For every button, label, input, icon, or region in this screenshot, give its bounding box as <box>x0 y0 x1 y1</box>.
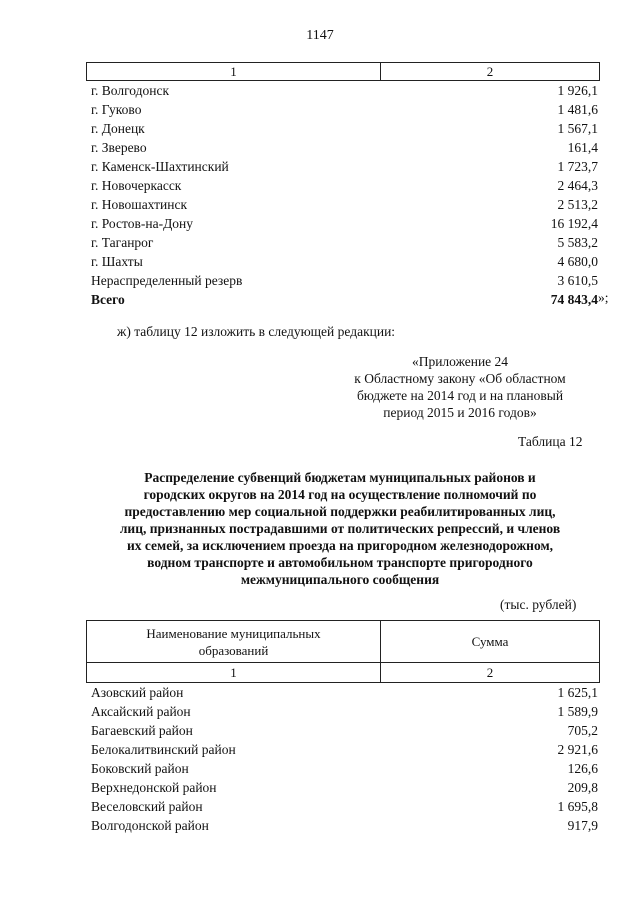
table-row <box>91 214 598 233</box>
title-line: их семей, за исключением проезда на пригородном железнодорожном, <box>126 538 554 553</box>
row-name: Азовский район <box>91 685 184 700</box>
row-value: 126,6 <box>567 761 598 776</box>
row-value: 1 695,8 <box>557 799 598 814</box>
appendix-line: бюджете на 2014 год и на плановый <box>356 388 564 403</box>
row-name: г. Новошахтинск <box>91 197 187 212</box>
table-row <box>91 81 598 100</box>
row-name: г. Каменск-Шахтинский <box>91 159 229 174</box>
appendix-line: период 2015 и 2016 годов» <box>383 405 537 420</box>
row-value: 4 680,0 <box>557 254 598 269</box>
title-line: межмуниципального сообщения <box>240 572 440 587</box>
row-name: г. Ростов-на-Дону <box>91 216 194 231</box>
row-name: Волгодонской район <box>91 818 209 833</box>
table-row <box>91 702 598 721</box>
appendix-reference <box>330 353 590 421</box>
row-value: 16 192,4 <box>550 216 598 231</box>
row-name: г. Донецк <box>91 121 145 136</box>
title-line: Распределение субвенций бюджетам муниципальных районов и <box>144 470 536 485</box>
table2-sum-header: Сумма <box>471 634 509 649</box>
row-value: 3 610,5 <box>557 273 598 288</box>
row-name: г. Волгодонск <box>91 83 170 98</box>
name-header-line: Наименование муниципальных <box>146 625 321 641</box>
row-name: Нераспределенный резерв <box>91 273 243 288</box>
row-name: Багаевский район <box>91 723 193 738</box>
row-name: г. Таганрог <box>91 235 154 250</box>
title-line: городских округов на 2014 год на осуществление полномочий по <box>143 487 537 502</box>
row-value: 5 583,2 <box>557 235 598 250</box>
table2-body <box>91 683 598 835</box>
table-row <box>91 157 598 176</box>
table-title <box>80 469 600 588</box>
table-row <box>91 119 598 138</box>
table2-header <box>86 620 600 683</box>
table-row <box>91 778 598 797</box>
name-header-line: образований <box>198 642 269 658</box>
title-line: водном транспорте и автомобильном транспорте пригородного <box>147 555 533 570</box>
row-value: 2 921,6 <box>557 742 598 757</box>
row-name: г. Шахты <box>91 254 143 269</box>
table1-col1-header: 1 <box>87 63 381 80</box>
total-value: 74 843,4 <box>550 292 598 307</box>
amendment-paragraph: ж) таблицу 12 изложить в следующей редакции: <box>117 324 396 339</box>
row-name: Белокалитвинский район <box>91 742 236 757</box>
row-name: Боковский район <box>91 761 189 776</box>
table-row <box>91 233 598 252</box>
table-number: Таблица 12 <box>518 434 583 449</box>
table-row <box>91 195 598 214</box>
row-name: г. Гуково <box>91 102 142 117</box>
table-row <box>91 759 598 778</box>
row-name: г. Зверево <box>91 140 147 155</box>
table-row <box>91 797 598 816</box>
row-value: 1 567,1 <box>557 121 598 136</box>
row-name: г. Новочеркасск <box>91 178 182 193</box>
table1-col2-header: 2 <box>486 63 494 79</box>
table-row <box>91 740 598 759</box>
table-row <box>91 138 598 157</box>
table1-body <box>91 81 598 309</box>
total-label: Всего <box>91 292 125 307</box>
unit-label: (тыс. рублей) <box>500 597 577 612</box>
page-number: 1147 <box>306 28 334 43</box>
row-name: Веселовский район <box>91 799 203 814</box>
title-line: предоставлению мер социальной поддержки реабилитированных лиц, <box>124 504 556 519</box>
appendix-line: «Приложение 24 <box>411 354 509 369</box>
table-row <box>91 271 598 290</box>
row-value: 2 464,3 <box>557 178 598 193</box>
closing-quote: »; <box>598 290 609 305</box>
table-row <box>91 683 598 702</box>
table1-header <box>86 62 600 81</box>
row-value: 161,4 <box>567 140 598 155</box>
row-value: 2 513,2 <box>557 197 598 212</box>
row-value: 1 723,7 <box>557 159 598 174</box>
table-row <box>91 252 598 271</box>
appendix-line: к Областному закону «Об областном <box>354 371 566 386</box>
table-row <box>91 721 598 740</box>
table2-col2-header: 2 <box>486 665 494 680</box>
table-row <box>91 176 598 195</box>
row-value: 1 625,1 <box>557 685 598 700</box>
row-name: Верхнедонской район <box>91 780 217 795</box>
row-value: 1 481,6 <box>557 102 598 117</box>
table-row <box>91 100 598 119</box>
table-row <box>91 816 598 835</box>
row-name: Аксайский район <box>91 704 191 719</box>
total-row <box>91 290 598 309</box>
row-value: 1 926,1 <box>557 83 598 98</box>
row-value: 1 589,9 <box>557 704 598 719</box>
table2-col1-header: 1 <box>87 663 381 682</box>
row-value: 917,9 <box>567 818 598 833</box>
row-value: 705,2 <box>567 723 598 738</box>
title-line: лиц, признанных пострадавшими от политических репрессий, и членов <box>119 521 561 536</box>
row-value: 209,8 <box>567 780 598 795</box>
table2-name-header <box>87 621 381 662</box>
